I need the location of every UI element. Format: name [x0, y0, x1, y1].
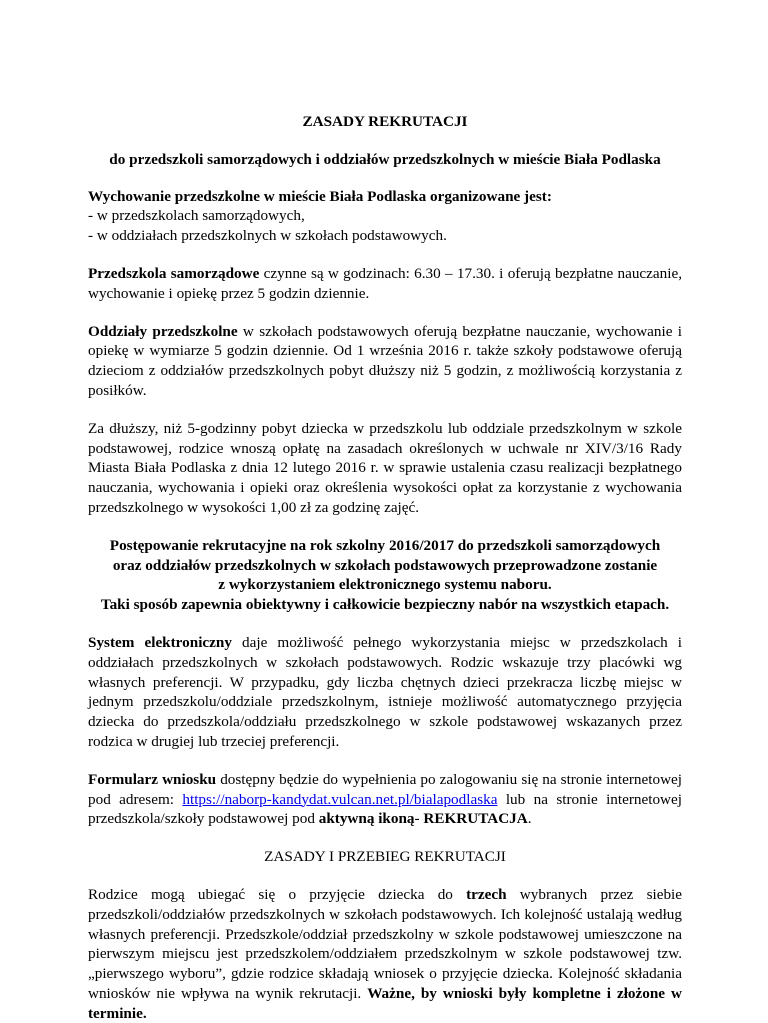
form-text: . — [527, 810, 532, 828]
rules-term: trzech — [466, 885, 507, 903]
preschool-paragraph — [88, 264, 682, 304]
notice-line: z wykorzystaniem elektronicznego systemu naboru. — [218, 576, 552, 594]
form-term: Formularz wniosku — [88, 770, 217, 788]
intro-heading: Wychowanie przedszkolne w mieście Biała Podlaska organizowane jest: — [88, 187, 552, 205]
form-icon-term: aktywną ikoną — [318, 810, 415, 828]
notice-line: oraz oddziałów przedszkolnych w szkołach podstawowych przeprowadzone zostanie — [112, 556, 658, 574]
page-subtitle: do przedszkoli samorządowych i oddziałów przedszkolnych w mieście Biała Podlaska — [109, 150, 661, 168]
preschool-term: Przedszkola samorządowe — [88, 264, 260, 282]
recruitment-link[interactable]: https://naborp-kandydat.vulcan.net.pl/bialapodlaska — [182, 790, 498, 808]
intro-list-item: - w oddziałach przedszkolnych w szkołach podstawowych. — [88, 227, 447, 245]
system-term: System elektroniczny — [88, 633, 232, 651]
rules-text: Rodzice mogą ubiegać się o przyjęcie dziecka do — [88, 885, 467, 903]
notice-line: Taki sposób zapewnia obiektywny i całkowicie bezpieczny nabór na wszystkich etapach. — [100, 596, 670, 614]
form-text: dostępny będzie do wypełnienia po zalogowaniu się na stronie internetowej pod adresem: — [88, 770, 682, 808]
units-text: w szkołach podstawowych oferują bezpłatne nauczanie, wychowanie i opiekę w wymiarze 5 godzin dziennie. Od 1 września 2016 r. także szkoły podstawowe oferują dzieciom z oddziałów przedszkolnych pobyt dłuższy niż 5 godzin, z możliwością korzystania z posiłków. — [88, 322, 682, 399]
fee-paragraph: Za dłuższy, niż 5-godzinny pobyt dziecka w przedszkolu lub oddziale przedszkolnym w szkole podstawowej, rodzice wnoszą opłatę na zasadach określonych w uchwale nr XIV/3/16 Rady Miasta Biała Podlaska z dnia 12 lutego 2016 r. w sprawie ustalenia czasu realizacji bezpłatnego nauczania, wychowania i opieki oraz określenia wysokości opłat za korzystanie z wychowania przedszkolnego w wysokości 1,00 zł za godzinę zajęć. — [88, 419, 682, 516]
notice-section — [88, 536, 682, 615]
units-term: Oddziały przedszkolne — [88, 322, 238, 340]
units-paragraph — [88, 322, 682, 401]
rules-important: Ważne, by wnioski były kompletne i złożone w terminie. — [88, 984, 682, 1022]
system-text: daje możliwość pełnego wykorzystania miejsc w przedszkolach i oddziałach przedszkolnych w szkołach podstawowych. Rodzic wskazuje trzy placówki wg własnych preferencji. W przypadku, gdy liczba chętnych dzieci przekracza liczbę miejsc w jednym przedszkolu/oddziale przedszkolnym, istnieje możliwość automatycznego przyjęcia dziecka do przedszkola/oddziału przedszkolnego w szkole podstawowej wskazanych przez rodzica w drugiej lub trzeciej preferencji. — [88, 633, 682, 750]
form-recruitment-term: REKRUTACJA — [423, 810, 528, 828]
intro-section — [88, 187, 682, 246]
form-text: lub na stronie internetowej przedszkola/szkoły podstawowej pod — [88, 790, 682, 828]
intro-list-item: - w przedszkolach samorządowych, — [88, 207, 305, 225]
notice-line: Postępowanie rekrutacyjne na rok szkolny 2016/2017 do przedszkoli samorządowych — [109, 536, 661, 554]
system-paragraph — [88, 633, 682, 752]
preschool-text: czynne są w godzinach: 6.30 – 17.30. i oferują bezpłatne nauczanie, wychowanie i opiekę przez 5 godzin dziennie. — [88, 264, 683, 302]
rules-paragraph — [88, 885, 682, 1023]
rules-text: wybranych przez siebie przedszkoli/oddziałów przedszkolnych w szkołach podstawowych. Ich kolejność ustalają według własnych preferencji. Przedszkole/oddział przedszkolny w szkole podstawowej umieszczone na pierwszym miejscu jest przedszkolem/oddziałem przedszkolnym w szkole podstawowej tzw. „pierwszego wyboru”, gdzie rodzice składają wniosek o przyjęcie dziecka. Kolejność składania wniosków nie wpływa na wynik rekrutacji. — [88, 885, 682, 1002]
form-paragraph — [88, 770, 682, 829]
page-title: ZASADY REKRUTACJI — [302, 113, 468, 130]
section-title: ZASADY I PRZEBIEG REKRUTACJI — [264, 848, 506, 866]
form-text: - — [414, 810, 424, 828]
